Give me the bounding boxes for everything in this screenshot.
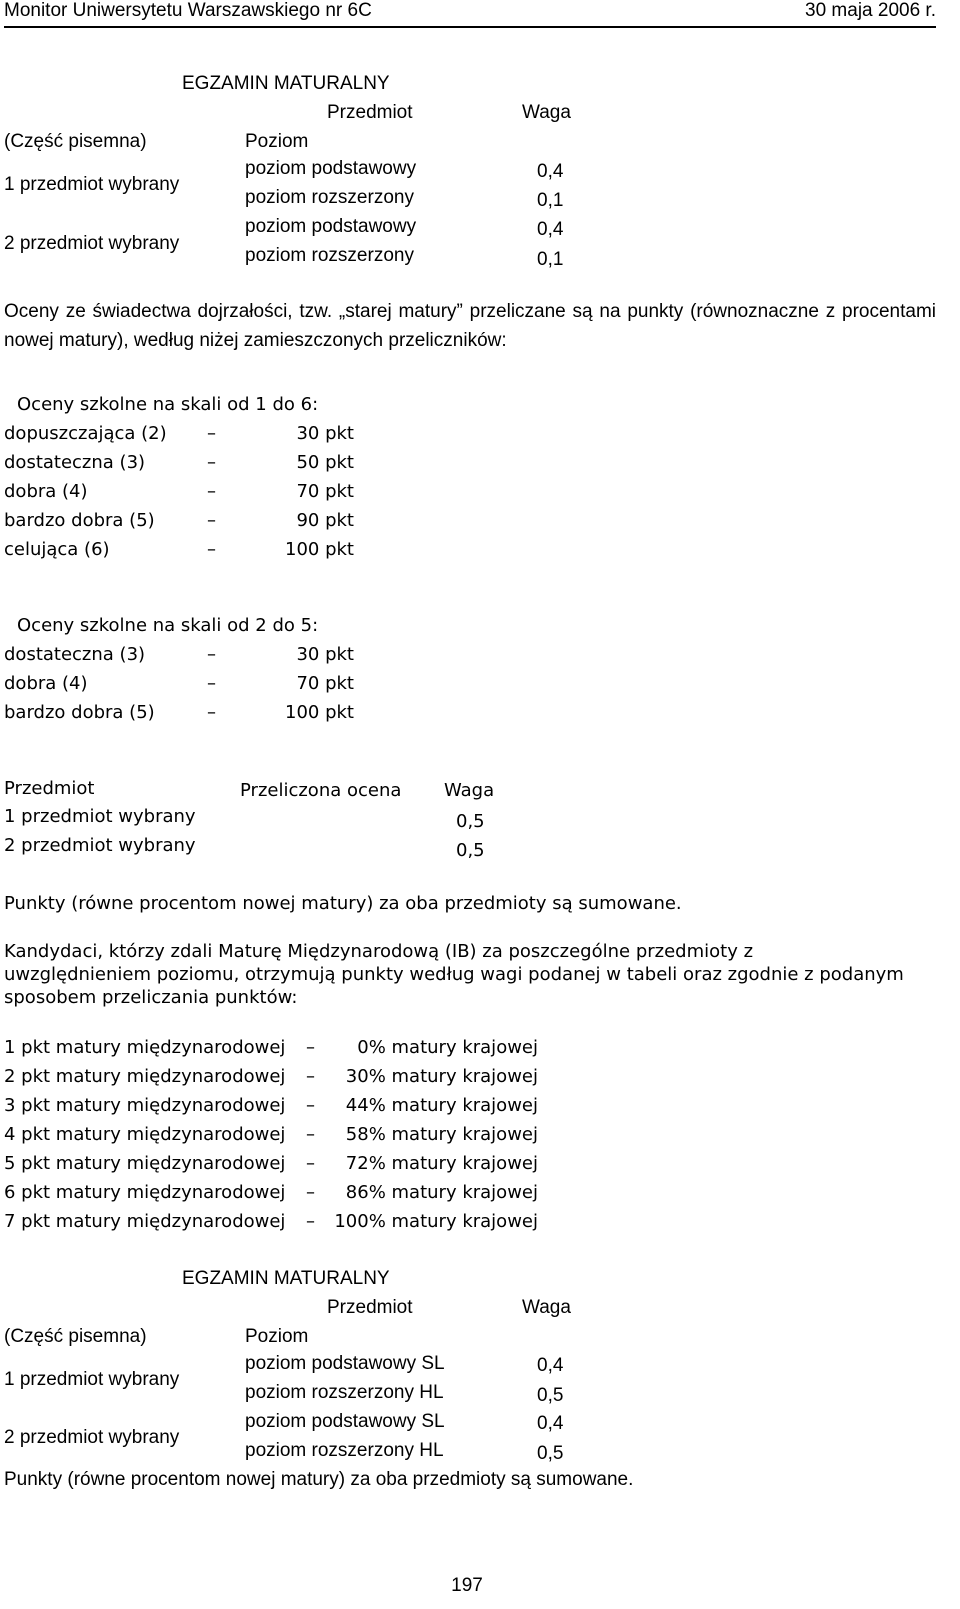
points-value: 70 pkt — [296, 673, 354, 694]
points-value: 70 pkt — [296, 481, 354, 502]
dash: – — [306, 1066, 315, 1087]
points-value: 50 pkt — [296, 452, 354, 473]
percent-value: 30% matury krajowej — [345, 1066, 538, 1087]
exam-part-label: (Część pisemna) — [4, 131, 147, 152]
level-label: poziom podstawowy — [245, 158, 417, 179]
column-header-subject: Przedmiot — [327, 1297, 413, 1318]
column-header-weight: Waga — [444, 780, 495, 801]
sum-note: Punkty (równe procentom nowej matury) za oba przedmioty są sumowane. — [4, 893, 682, 914]
ib-points-label: 3 pkt matury międzynarodowej — [4, 1095, 286, 1116]
level-label: poziom podstawowy SL — [245, 1353, 445, 1374]
percent-value: 0% matury krajowej — [357, 1037, 538, 1058]
points-value: 100 pkt — [285, 702, 354, 723]
weight-value: 0,4 — [537, 1413, 564, 1434]
ib-points-label: 5 pkt matury międzynarodowej — [4, 1153, 286, 1174]
dash: – — [207, 423, 216, 444]
dash: – — [207, 452, 216, 473]
points-value: 30 pkt — [296, 423, 354, 444]
grade-label: dobra (4) — [4, 481, 88, 502]
percent-value: 58% matury krajowej — [345, 1124, 538, 1145]
dash: – — [306, 1124, 315, 1145]
weight-value: 0,5 — [456, 811, 485, 832]
ib-intro-paragraph: Kandydaci, którzy zdali Maturę Międzynarodową (IB) za poszczególne przedmioty z uwzględnieniem poziomu, otrzymują punkty według wagi podanej w tabeli oraz zgodnie z podanym sposobem przeliczania punktów: — [4, 941, 904, 1008]
dash: – — [207, 481, 216, 502]
column-header-subject: Przedmiot — [327, 102, 413, 123]
dash: – — [306, 1182, 315, 1203]
weight-value: 0,1 — [537, 190, 564, 211]
weight-value: 0,4 — [537, 219, 564, 240]
dash: – — [306, 1153, 315, 1174]
grade-label: bardzo dobra (5) — [4, 510, 155, 531]
weight-value: 0,5 — [537, 1385, 564, 1406]
percent-value: 44% matury krajowej — [345, 1095, 538, 1116]
weight-value: 0,5 — [456, 840, 485, 861]
grade-label: bardzo dobra (5) — [4, 702, 155, 723]
ib-points-label: 1 pkt matury międzynarodowej — [4, 1037, 286, 1058]
percent-value: 86% matury krajowej — [345, 1182, 538, 1203]
weight-value: 0,4 — [537, 161, 564, 182]
subject-label: 1 przedmiot wybrany — [4, 806, 196, 827]
grade-label: dostateczna (3) — [4, 644, 146, 665]
dash: – — [306, 1095, 315, 1116]
level-label: poziom rozszerzony — [245, 187, 414, 208]
dash: – — [207, 673, 216, 694]
ib-points-label: 2 pkt matury międzynarodowej — [4, 1066, 286, 1087]
grade-label: dopuszczająca (2) — [4, 423, 167, 444]
level-label: poziom rozszerzony HL — [245, 1382, 444, 1403]
running-header-title: Monitor Uniwersytetu Warszawskiego nr 6C — [4, 0, 372, 21]
column-header-weight: Waga — [522, 102, 571, 123]
weight-value: 0,5 — [537, 1443, 564, 1464]
running-header-date: 30 maja 2006 r. — [805, 0, 936, 21]
dash: – — [207, 644, 216, 665]
weight-value: 0,1 — [537, 249, 564, 270]
points-value: 100 pkt — [285, 539, 354, 560]
table-title: EGZAMIN MATURALNY — [182, 73, 390, 94]
ib-points-label: 4 pkt matury międzynarodowej — [4, 1124, 286, 1145]
ib-points-label: 7 pkt matury międzynarodowej — [4, 1211, 286, 1232]
column-header-subject: Przedmiot — [4, 778, 95, 799]
section-heading: Oceny szkolne na skali od 2 do 5: — [17, 615, 319, 636]
dash: – — [306, 1037, 315, 1058]
column-header-level: Poziom — [245, 1326, 309, 1347]
subject-label: 1 przedmiot wybrany — [4, 1369, 180, 1390]
column-header-weight: Waga — [522, 1297, 571, 1318]
level-label: poziom rozszerzony — [245, 245, 414, 266]
ib-points-label: 6 pkt matury międzynarodowej — [4, 1182, 286, 1203]
table-title: EGZAMIN MATURALNY — [182, 1268, 390, 1289]
sum-note: Punkty (równe procentom nowej matury) za oba przedmioty są sumowane. — [4, 1469, 634, 1490]
percent-value: 72% matury krajowej — [345, 1153, 538, 1174]
subject-label: 2 przedmiot wybrany — [4, 835, 196, 856]
grade-label: dostateczna (3) — [4, 452, 146, 473]
subject-label: 1 przedmiot wybrany — [4, 174, 180, 195]
column-header-converted-grade: Przeliczona ocena — [240, 780, 402, 801]
level-label: poziom rozszerzony HL — [245, 1440, 444, 1461]
exam-part-label: (Część pisemna) — [4, 1326, 147, 1347]
level-label: poziom podstawowy — [245, 216, 417, 237]
page-number: 197 — [451, 1575, 483, 1596]
level-label: poziom podstawowy SL — [245, 1411, 445, 1432]
dash: – — [207, 539, 216, 560]
grade-label: celująca (6) — [4, 539, 110, 560]
column-header-level: Poziom — [245, 131, 309, 152]
percent-value: 100% matury krajowej — [334, 1211, 538, 1232]
points-value: 30 pkt — [296, 644, 354, 665]
section-heading: Oceny szkolne na skali od 1 do 6: — [17, 394, 319, 415]
conversion-intro-paragraph: Oceny ze świadectwa dojrzałości, tzw. „starej matury” przeliczane są na punkty (równoznaczne z procentami nowej matury), według niżej zamieszczonych przeliczników: — [4, 301, 936, 351]
subject-label: 2 przedmiot wybrany — [4, 233, 180, 254]
dash: – — [306, 1211, 315, 1232]
dash: – — [207, 702, 216, 723]
weight-value: 0,4 — [537, 1355, 564, 1376]
points-value: 90 pkt — [296, 510, 354, 531]
dash: – — [207, 510, 216, 531]
grade-label: dobra (4) — [4, 673, 88, 694]
subject-label: 2 przedmiot wybrany — [4, 1427, 180, 1448]
header-rule — [4, 26, 936, 28]
